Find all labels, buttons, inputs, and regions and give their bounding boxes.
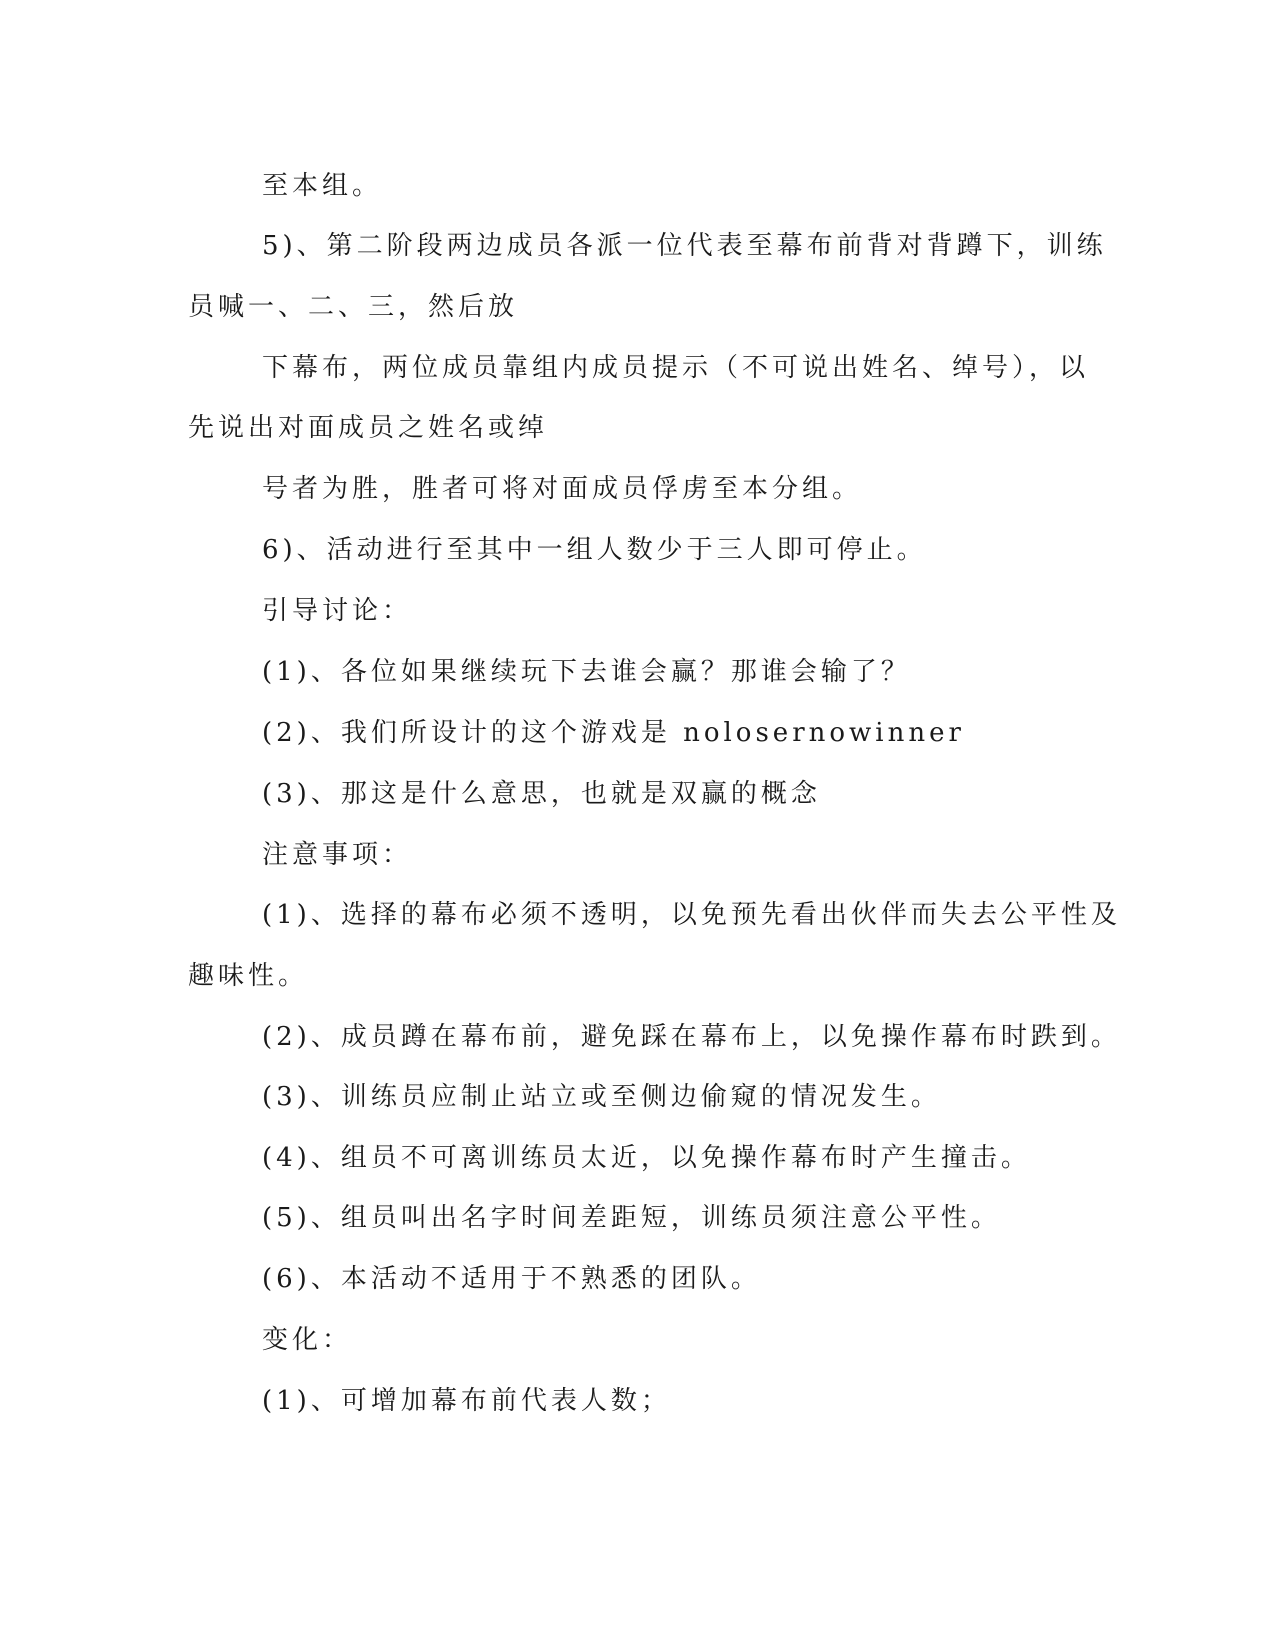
text-line: (6)、本活动不适用于不熟悉的团队。: [262, 1264, 761, 1294]
text-line: 趣味性。: [188, 961, 309, 991]
section-heading: 注意事项：: [262, 840, 413, 870]
text-line: 号者为胜，胜者可将对面成员俘虏至本分组。: [262, 474, 863, 504]
section-heading: 变化：: [262, 1325, 353, 1355]
text-line: 先说出对面成员之姓名或绰: [188, 413, 549, 443]
text-line: (2)、我们所设计的这个游戏是 nolosernowinner: [262, 718, 965, 748]
text-line: 下幕布，两位成员靠组内成员提示（不可说出姓名、绰号），以: [262, 353, 1090, 383]
text-line: 至本组。: [262, 171, 383, 201]
text-line: (3)、那这是什么意思，也就是双赢的概念: [262, 779, 821, 809]
text-line: (5)、组员叫出名字时间差距短，训练员须注意公平性。: [262, 1203, 1001, 1233]
section-heading: 引导讨论：: [262, 596, 413, 626]
text-line: (1)、各位如果继续玩下去谁会赢？那谁会输了？: [262, 657, 911, 687]
text-line: (1)、可增加幕布前代表人数；: [262, 1386, 671, 1416]
text-line: 5)、第二阶段两边成员各派一位代表至幕布前背对背蹲下，训练: [262, 231, 1107, 261]
text-line: (1)、选择的幕布必须不透明，以免预先看出伙伴而失去公平性及: [262, 900, 1121, 930]
text-line: (2)、成员蹲在幕布前，避免踩在幕布上，以免操作幕布时跌到。: [262, 1022, 1121, 1052]
text-line: (4)、组员不可离训练员太近，以免操作幕布时产生撞击。: [262, 1143, 1031, 1173]
text-line: (3)、训练员应制止站立或至侧边偷窥的情况发生。: [262, 1082, 941, 1112]
text-line: 员喊一、二、三，然后放: [188, 292, 519, 322]
text-line: 6)、活动进行至其中一组人数少于三人即可停止。: [262, 535, 927, 565]
